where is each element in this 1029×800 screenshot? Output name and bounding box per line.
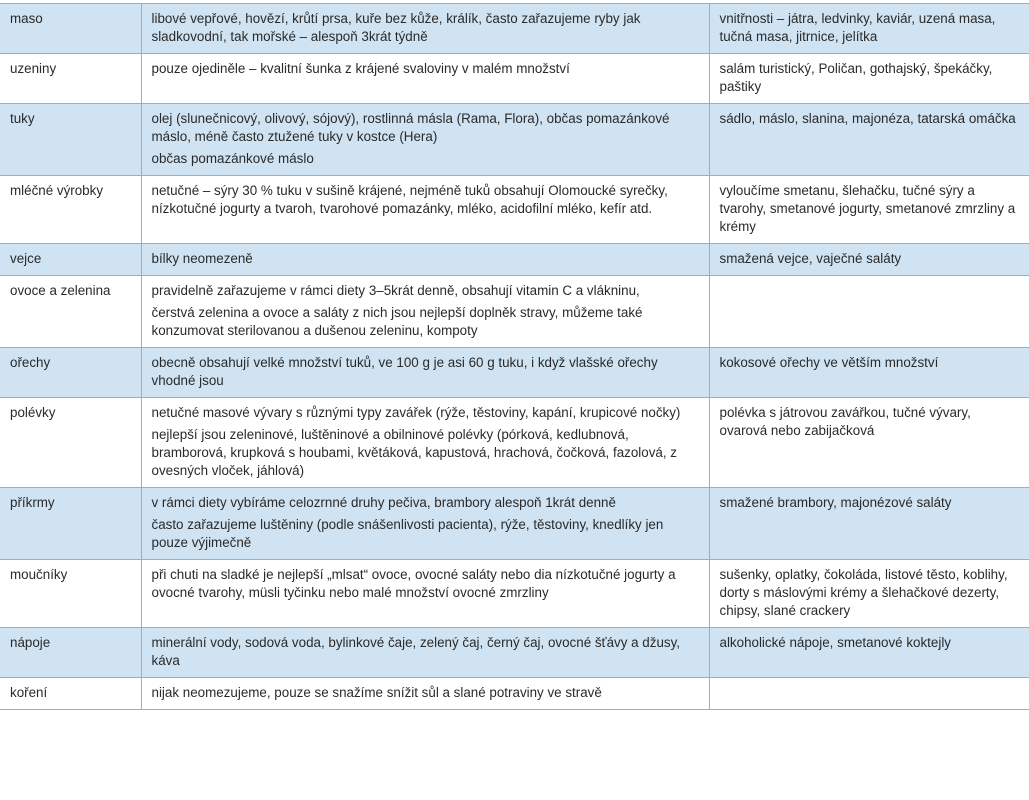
recommended-text: bílky neomezeně — [151, 251, 253, 266]
table-row — [0, 348, 1029, 398]
table-row — [0, 678, 1029, 710]
avoid-cell: smažená vejce, vaječné saláty — [709, 244, 1029, 276]
recommended-text: čerstvá zelenina a ovoce a saláty z nich jsou nejlepší doplněk stravy, můžeme také konzumovat sterilovanou a dušenou zeleninu, kompoty — [151, 305, 643, 338]
diet-table — [0, 3, 1029, 710]
recommended-text: často zařazujeme luštěniny (podle snášenlivosti pacienta), rýže, těstoviny, knedlíky jen pouze výjimečně — [151, 517, 664, 550]
avoid-cell: smažené brambory, majonézové saláty — [709, 488, 1029, 560]
recommended-text: libové vepřové, hovězí, krůtí prsa, kuře bez kůže, králík, často zařazujeme ryby jak sladkovodní, tak mořské – alespoň 3krát týdně — [151, 11, 641, 44]
category-cell: ořechy — [0, 348, 141, 398]
avoid-cell: alkoholické nápoje, smetanové koktejly — [709, 628, 1029, 678]
category-cell: tuky — [0, 104, 141, 176]
recommended-cell — [141, 244, 709, 276]
table-row — [0, 488, 1029, 560]
recommended-text: nijak neomezujeme, pouze se snažíme snížit sůl a slané potraviny ve stravě — [151, 685, 602, 700]
avoid-cell: sádlo, máslo, slanina, majonéza, tatarská omáčka — [709, 104, 1029, 176]
table-row — [0, 176, 1029, 244]
avoid-cell — [709, 678, 1029, 710]
recommended-cell — [141, 348, 709, 398]
recommended-cell — [141, 4, 709, 54]
recommended-text: netučné masové vývary s různými typy zavářek (rýže, těstoviny, kapání, krupicové nočky) — [151, 405, 681, 420]
table-row — [0, 54, 1029, 104]
category-cell: ovoce a zelenina — [0, 276, 141, 348]
avoid-cell: salám turistický, Poličan, gothajský, špekáčky, paštiky — [709, 54, 1029, 104]
table-row — [0, 628, 1029, 678]
category-cell: maso — [0, 4, 141, 54]
table-row — [0, 104, 1029, 176]
recommended-cell — [141, 276, 709, 348]
table-row — [0, 276, 1029, 348]
table-row — [0, 560, 1029, 628]
avoid-cell: sušenky, oplatky, čokoláda, listové těsto, koblihy, dorty s máslovými krémy a šlehačkové dezerty, chipsy, slané crackery — [709, 560, 1029, 628]
table-row — [0, 398, 1029, 488]
category-cell: příkrmy — [0, 488, 141, 560]
category-cell: uzeniny — [0, 54, 141, 104]
recommended-text: v rámci diety vybíráme celozrnné druhy pečiva, brambory alespoň 1krát denně — [151, 495, 616, 510]
recommended-cell — [141, 104, 709, 176]
recommended-text: obecně obsahují velké množství tuků, ve 100 g je asi 60 g tuku, i když vlašské ořechy vhodné jsou — [151, 355, 658, 388]
avoid-cell — [709, 276, 1029, 348]
category-cell: koření — [0, 678, 141, 710]
avoid-cell: kokosové ořechy ve větším množství — [709, 348, 1029, 398]
table-row — [0, 4, 1029, 54]
recommended-text: nejlepší jsou zeleninové, luštěninové a obilninové polévky (pórková, kedlubnová, bramborová, krupková s houbami, květáková, kapustová, hrachová, čočková, fazolová, z ovesných vloček, jáhlová) — [151, 427, 677, 478]
avoid-cell: vyloučíme smetanu, šlehačku, tučné sýry a tvarohy, smetanové jogurty, smetanové zmrzliny a krémy — [709, 176, 1029, 244]
recommended-text: pravidelně zařazujeme v rámci diety 3–5krát denně, obsahují vitamin C a vlákninu, — [151, 283, 640, 298]
recommended-cell — [141, 54, 709, 104]
recommended-text: olej (slunečnicový, olivový, sójový), rostlinná másla (Rama, Flora), občas pomazánkové máslo, méně často ztužené tuky v kostce (Hera) — [151, 111, 670, 144]
table-row — [0, 244, 1029, 276]
category-cell: vejce — [0, 244, 141, 276]
recommended-cell — [141, 560, 709, 628]
recommended-cell — [141, 398, 709, 488]
recommended-text: při chuti na sladké je nejlepší „mlsat“ ovoce, ovocné saláty nebo dia nízkotučné jogurty a ovocné tvarohy, müsli tyčinku nebo malé množství ovocné zmrzliny — [151, 567, 676, 600]
recommended-text: občas pomazánkové máslo — [151, 151, 314, 166]
category-cell: nápoje — [0, 628, 141, 678]
category-cell: polévky — [0, 398, 141, 488]
diet-table-body — [0, 4, 1029, 710]
category-cell: mléčné výrobky — [0, 176, 141, 244]
recommended-cell — [141, 488, 709, 560]
recommended-text: minerální vody, sodová voda, bylinkové čaje, zelený čaj, černý čaj, ovocné šťávy a džusy, káva — [151, 635, 681, 668]
avoid-cell: vnitřnosti – játra, ledvinky, kaviár, uzená masa, tučná masa, jitrnice, jelítka — [709, 4, 1029, 54]
avoid-cell: polévka s játrovou zavářkou, tučné vývary, ovarová nebo zabijačková — [709, 398, 1029, 488]
recommended-cell — [141, 176, 709, 244]
recommended-text: pouze ojediněle – kvalitní šunka z krájené svaloviny v malém množství — [151, 61, 570, 76]
recommended-cell — [141, 678, 709, 710]
category-cell: moučníky — [0, 560, 141, 628]
recommended-cell — [141, 628, 709, 678]
recommended-text: netučné – sýry 30 % tuku v sušině krájené, nejméně tuků obsahují Olomoucké syrečky, nízkotučné jogurty a tvaroh, tvarohové pomazánky, mléko, acidofilní mléko, kefír atd. — [151, 183, 668, 216]
